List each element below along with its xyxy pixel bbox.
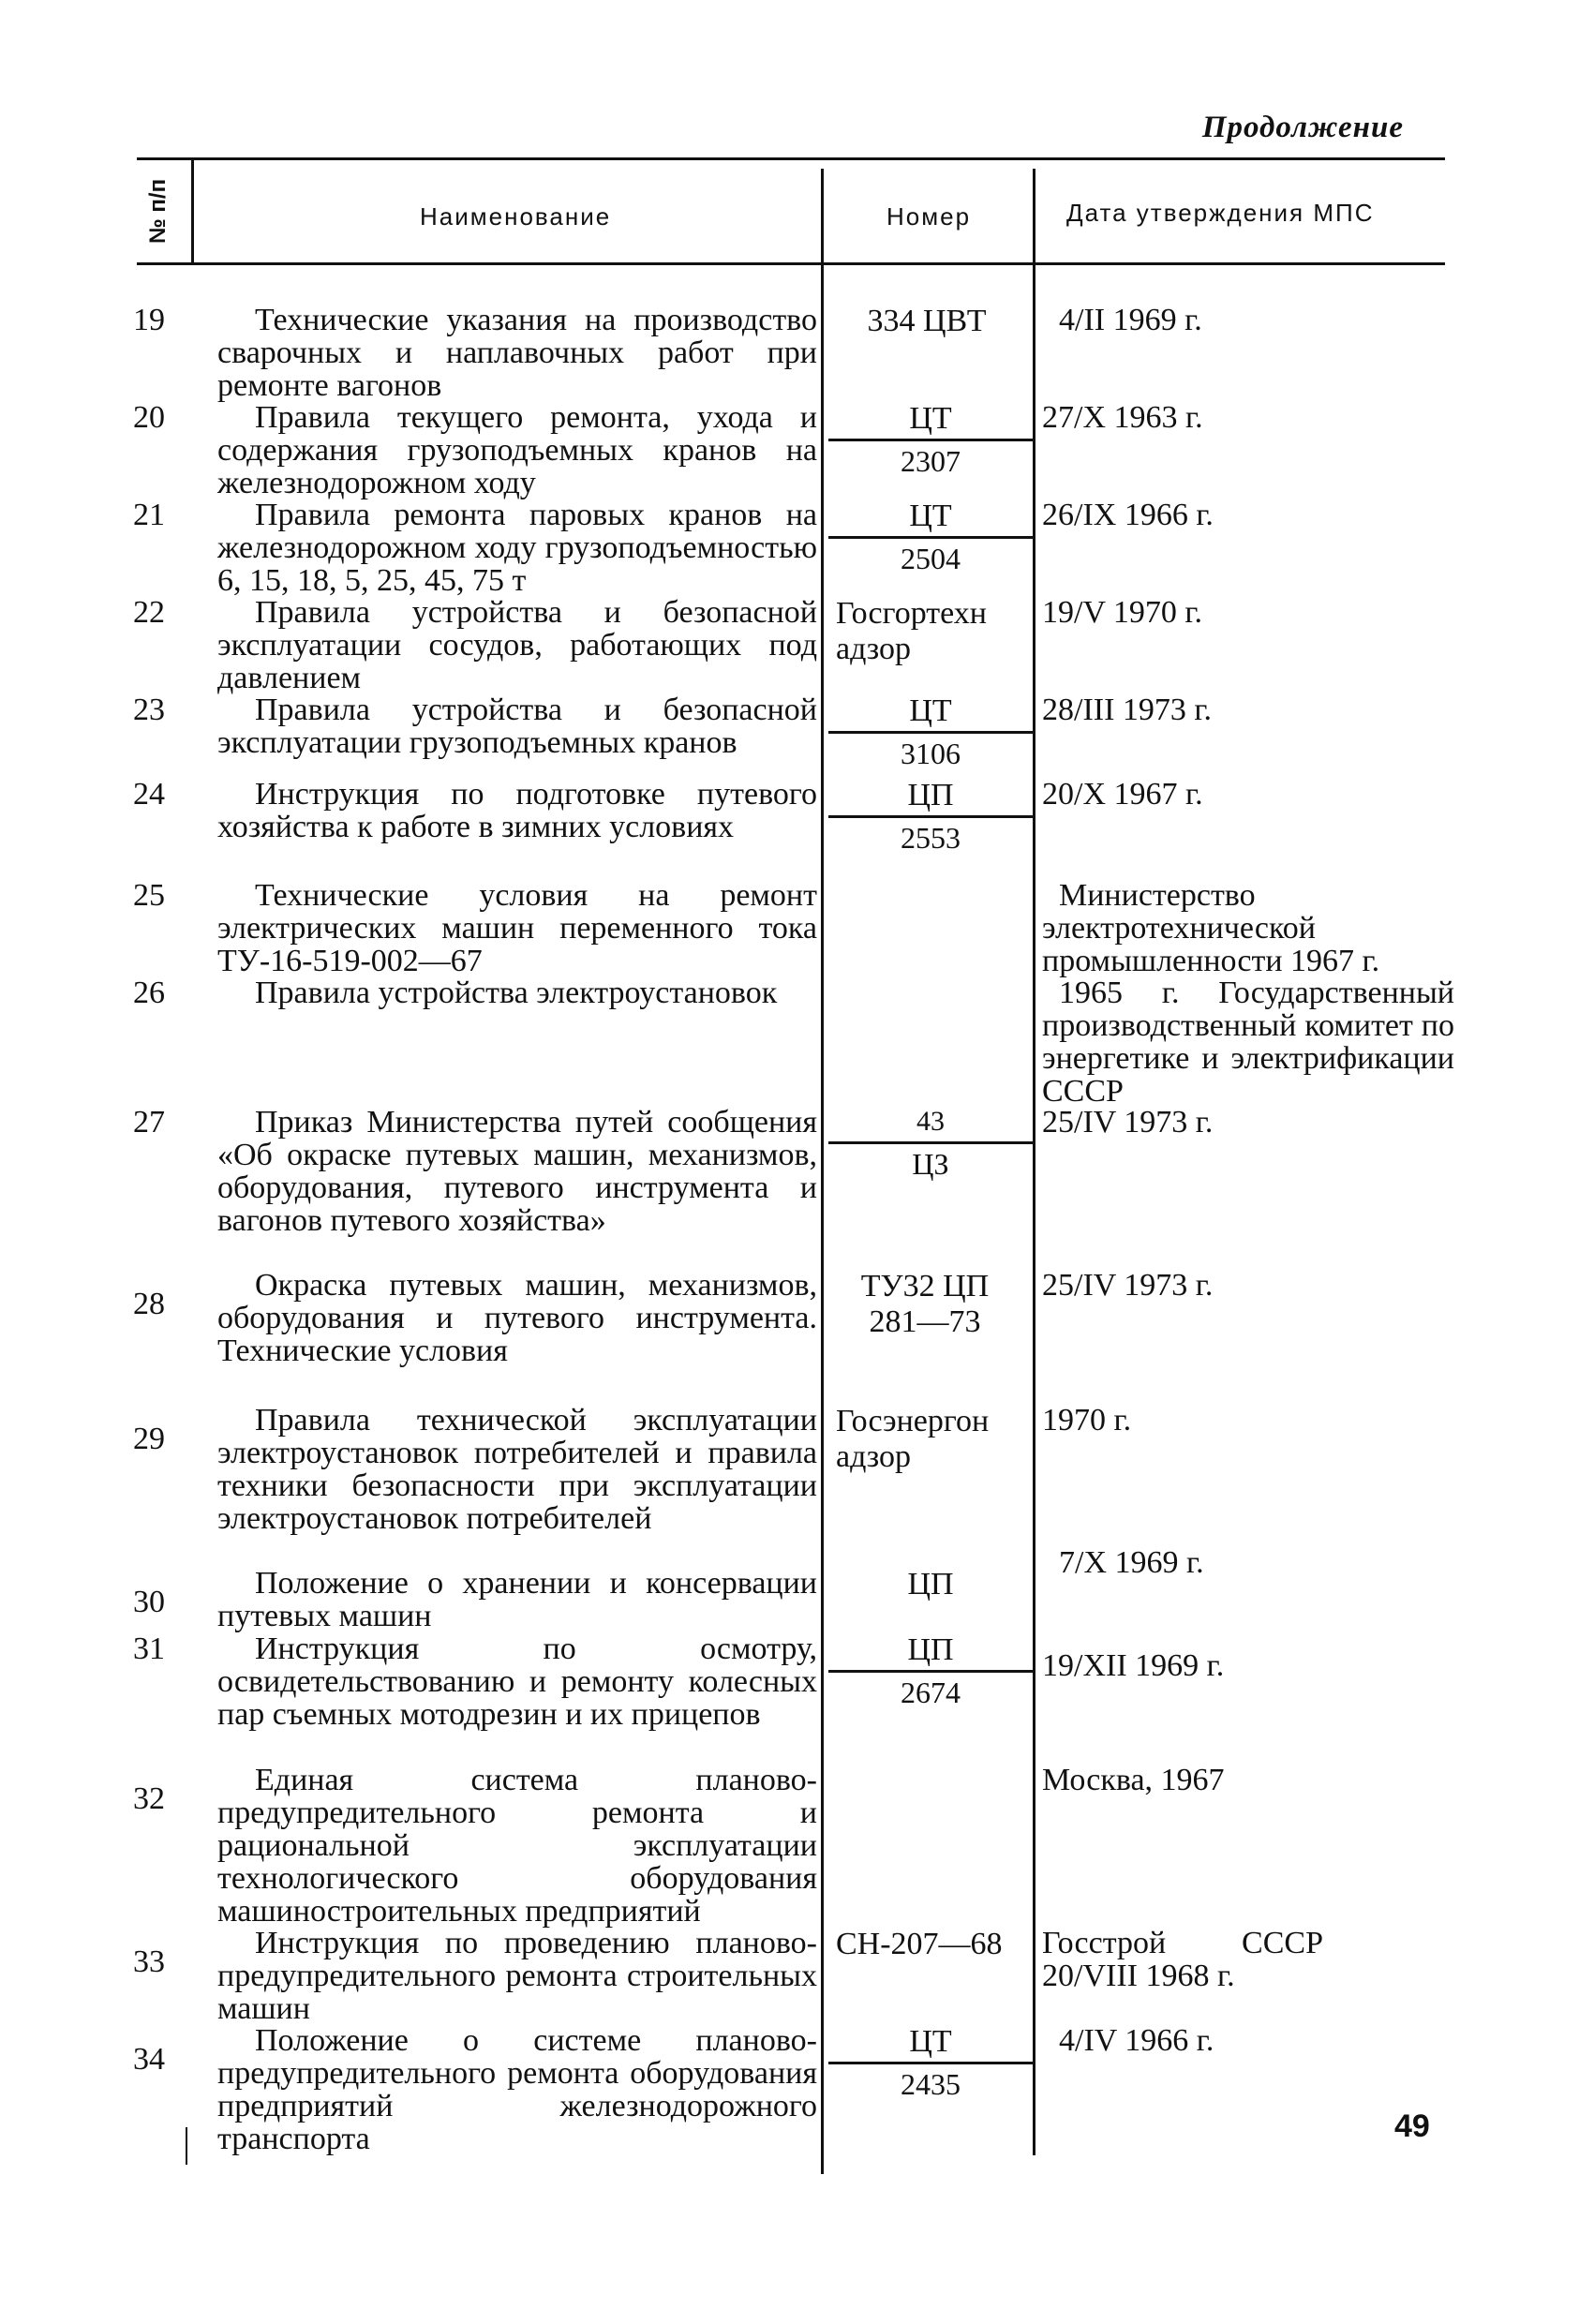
row-date: 27/X 1963 г. <box>1042 400 1203 435</box>
row-number: 30 <box>133 1585 165 1619</box>
row-number-text: ТУ32 ЦП 281—73 <box>860 1269 990 1339</box>
row-date: 25/IV 1973 г. <box>1042 1105 1214 1140</box>
row-number: 29 <box>133 1422 165 1456</box>
row-date: Госстрой СССР 20/VIII 1968 г. <box>1042 1926 1323 1993</box>
row-number: 25 <box>133 878 165 913</box>
continuation-label: Продолжение <box>1201 111 1404 144</box>
row-date: 25/IV 1973 г. <box>1042 1268 1214 1303</box>
table-top-rule <box>137 157 1445 160</box>
row-name: Правила ремонта паровых кранов на железнодорожном ходу грузоподъемностью 6, 15, 18, 5, 25, 45, 75 т <box>217 498 817 598</box>
row-date: Министерство электротехнической промышленности 1967 г. <box>1042 878 1380 978</box>
row-name: Положение о хранении и консервации путевых машин <box>217 1566 817 1633</box>
row-number-fraction <box>828 693 1033 769</box>
row-number: 20 <box>133 400 165 435</box>
fraction-bar <box>828 536 1033 539</box>
row-name: Правила устройства и безопасной эксплуатации грузоподъемных кранов <box>217 693 817 760</box>
row-number-text: 334 ЦВТ <box>867 304 987 338</box>
row-number: 21 <box>133 498 165 532</box>
row-date: 4/II 1969 г. <box>1059 303 1202 337</box>
row-date: 19/XII 1969 г. <box>1042 1648 1225 1683</box>
row-number: 26 <box>133 976 165 1010</box>
fraction-bar <box>828 1670 1033 1673</box>
page-number: 49 <box>1394 2108 1430 2144</box>
fraction-bar <box>828 731 1033 734</box>
row-number: 24 <box>133 777 165 812</box>
table-header-rule <box>137 262 1445 265</box>
fraction-bottom: 2504 <box>901 542 961 575</box>
row-number-fraction <box>828 499 1033 574</box>
row-date: 19/V 1970 г. <box>1042 595 1202 630</box>
row-name: Окраска путевых машин, механизмов, оборудования и путевого инструмента. Технические условия <box>217 1268 817 1368</box>
row-number: 31 <box>133 1631 165 1666</box>
row-number-text: Госгортехнадзор <box>836 596 987 666</box>
row-date: 1970 г. <box>1042 1403 1132 1438</box>
row-name: Правила устройства и безопасной эксплуатации сосудов, работающих под давлением <box>217 595 817 695</box>
row-number-fraction <box>828 2024 1033 2100</box>
row-name: Инструкция по подготовке путевого хозяйства к работе в зимних условиях <box>217 777 817 844</box>
row-number-fraction <box>828 401 1033 477</box>
fraction-top: ЦТ <box>909 499 952 533</box>
row-name: Инструкция по осмотру, освидетельствованию и ремонту колесных пар съемных мотодрезин и их прицепов <box>217 1631 817 1732</box>
row-name: Правила устройства электроустановок <box>255 976 778 1010</box>
fraction-bar <box>828 1141 1033 1144</box>
row-number-fraction <box>828 1104 1033 1180</box>
row-number: 32 <box>133 1781 165 1816</box>
row-number-text: ЦП <box>907 1567 954 1601</box>
fraction-bottom: 2553 <box>901 821 961 855</box>
row-name: Положение о системе планово-предупредительного ремонта оборудования предприятий железнодорожного транспорта <box>217 2023 817 2156</box>
row-name: Правила текущего ремонта, ухода и содержания грузоподъемных кранов на железнодорожном ходу <box>217 400 817 500</box>
row-name: Технические указания на производство сварочных и наплавочных работ при ремонте вагонов <box>217 303 817 403</box>
row-number: 27 <box>133 1105 165 1140</box>
fraction-bar <box>828 815 1033 818</box>
fraction-top: ЦП <box>907 1632 954 1667</box>
row-number: 33 <box>133 1944 165 1979</box>
row-name: Единая система планово-предупредительного ремонта и рациональной эксплуатации технологического оборудования машиностроительных предприятий <box>217 1763 817 1929</box>
row-date: 4/IV 1966 г. <box>1059 2023 1214 2058</box>
row-number-fraction <box>828 1632 1033 1708</box>
row-number-text: СН-207—68 <box>836 1927 1003 1961</box>
fraction-bottom: ЦЗ <box>912 1147 949 1181</box>
fraction-bar <box>828 2062 1033 2064</box>
fraction-top: ЦП <box>907 778 954 812</box>
row-number-fraction <box>828 778 1033 854</box>
row-date: Москва, 1967 <box>1042 1763 1225 1797</box>
row-date: 26/IX 1966 г. <box>1042 498 1214 532</box>
row-number: 22 <box>133 595 165 630</box>
fraction-top: ЦТ <box>909 401 952 436</box>
header-num: № п/п <box>145 178 171 244</box>
row-number: 28 <box>133 1287 165 1321</box>
row-name: Технические условия на ремонт электрических машин переменного тока ТУ-16-519-002—67 <box>217 878 817 978</box>
header-number: Номер <box>886 202 972 231</box>
row-date: 20/X 1967 г. <box>1042 777 1203 812</box>
fraction-bottom: 2307 <box>901 444 961 478</box>
row-date: 7/X 1969 г. <box>1059 1545 1204 1580</box>
fraction-top: ЦТ <box>909 2024 952 2059</box>
row-name: Инструкция по проведению планово-предупредительного ремонта строительных машин <box>217 1926 817 2026</box>
fraction-bottom: 3106 <box>901 737 961 770</box>
row-number: 19 <box>133 303 165 337</box>
row-name: Приказ Министерства путей сообщения «Об окраске путевых машин, механизмов, оборудования, путевого инструмента и вагонов путевого хозяйства» <box>217 1105 817 1238</box>
row-date: 28/III 1973 г. <box>1042 693 1213 727</box>
fraction-top: 43 <box>916 1106 945 1137</box>
fraction-bottom: 2435 <box>901 2067 961 2101</box>
row-number: 23 <box>133 693 165 727</box>
fraction-bar <box>828 439 1033 441</box>
fraction-top: ЦТ <box>909 693 952 728</box>
row-name: Правила технической эксплуатации электроустановок потребителей и правила техники безопасности при эксплуатации электроустановок потребителей <box>217 1403 817 1536</box>
column-divider-3 <box>1033 169 1035 2155</box>
row-number-text: Госэнергонадзор <box>836 1404 990 1474</box>
header-date: Дата утверждения МПС <box>1066 199 1375 227</box>
left-margin-tick <box>186 2127 187 2165</box>
row-date: 1965 г. Государственный производственный комитет по энергетике и электрификации СССР <box>1042 976 1454 1109</box>
column-divider-1 <box>191 157 194 262</box>
header-name: Наименование <box>420 202 612 231</box>
row-number: 34 <box>133 2042 165 2077</box>
column-divider-2 <box>821 169 824 2174</box>
fraction-bottom: 2674 <box>901 1676 961 1709</box>
